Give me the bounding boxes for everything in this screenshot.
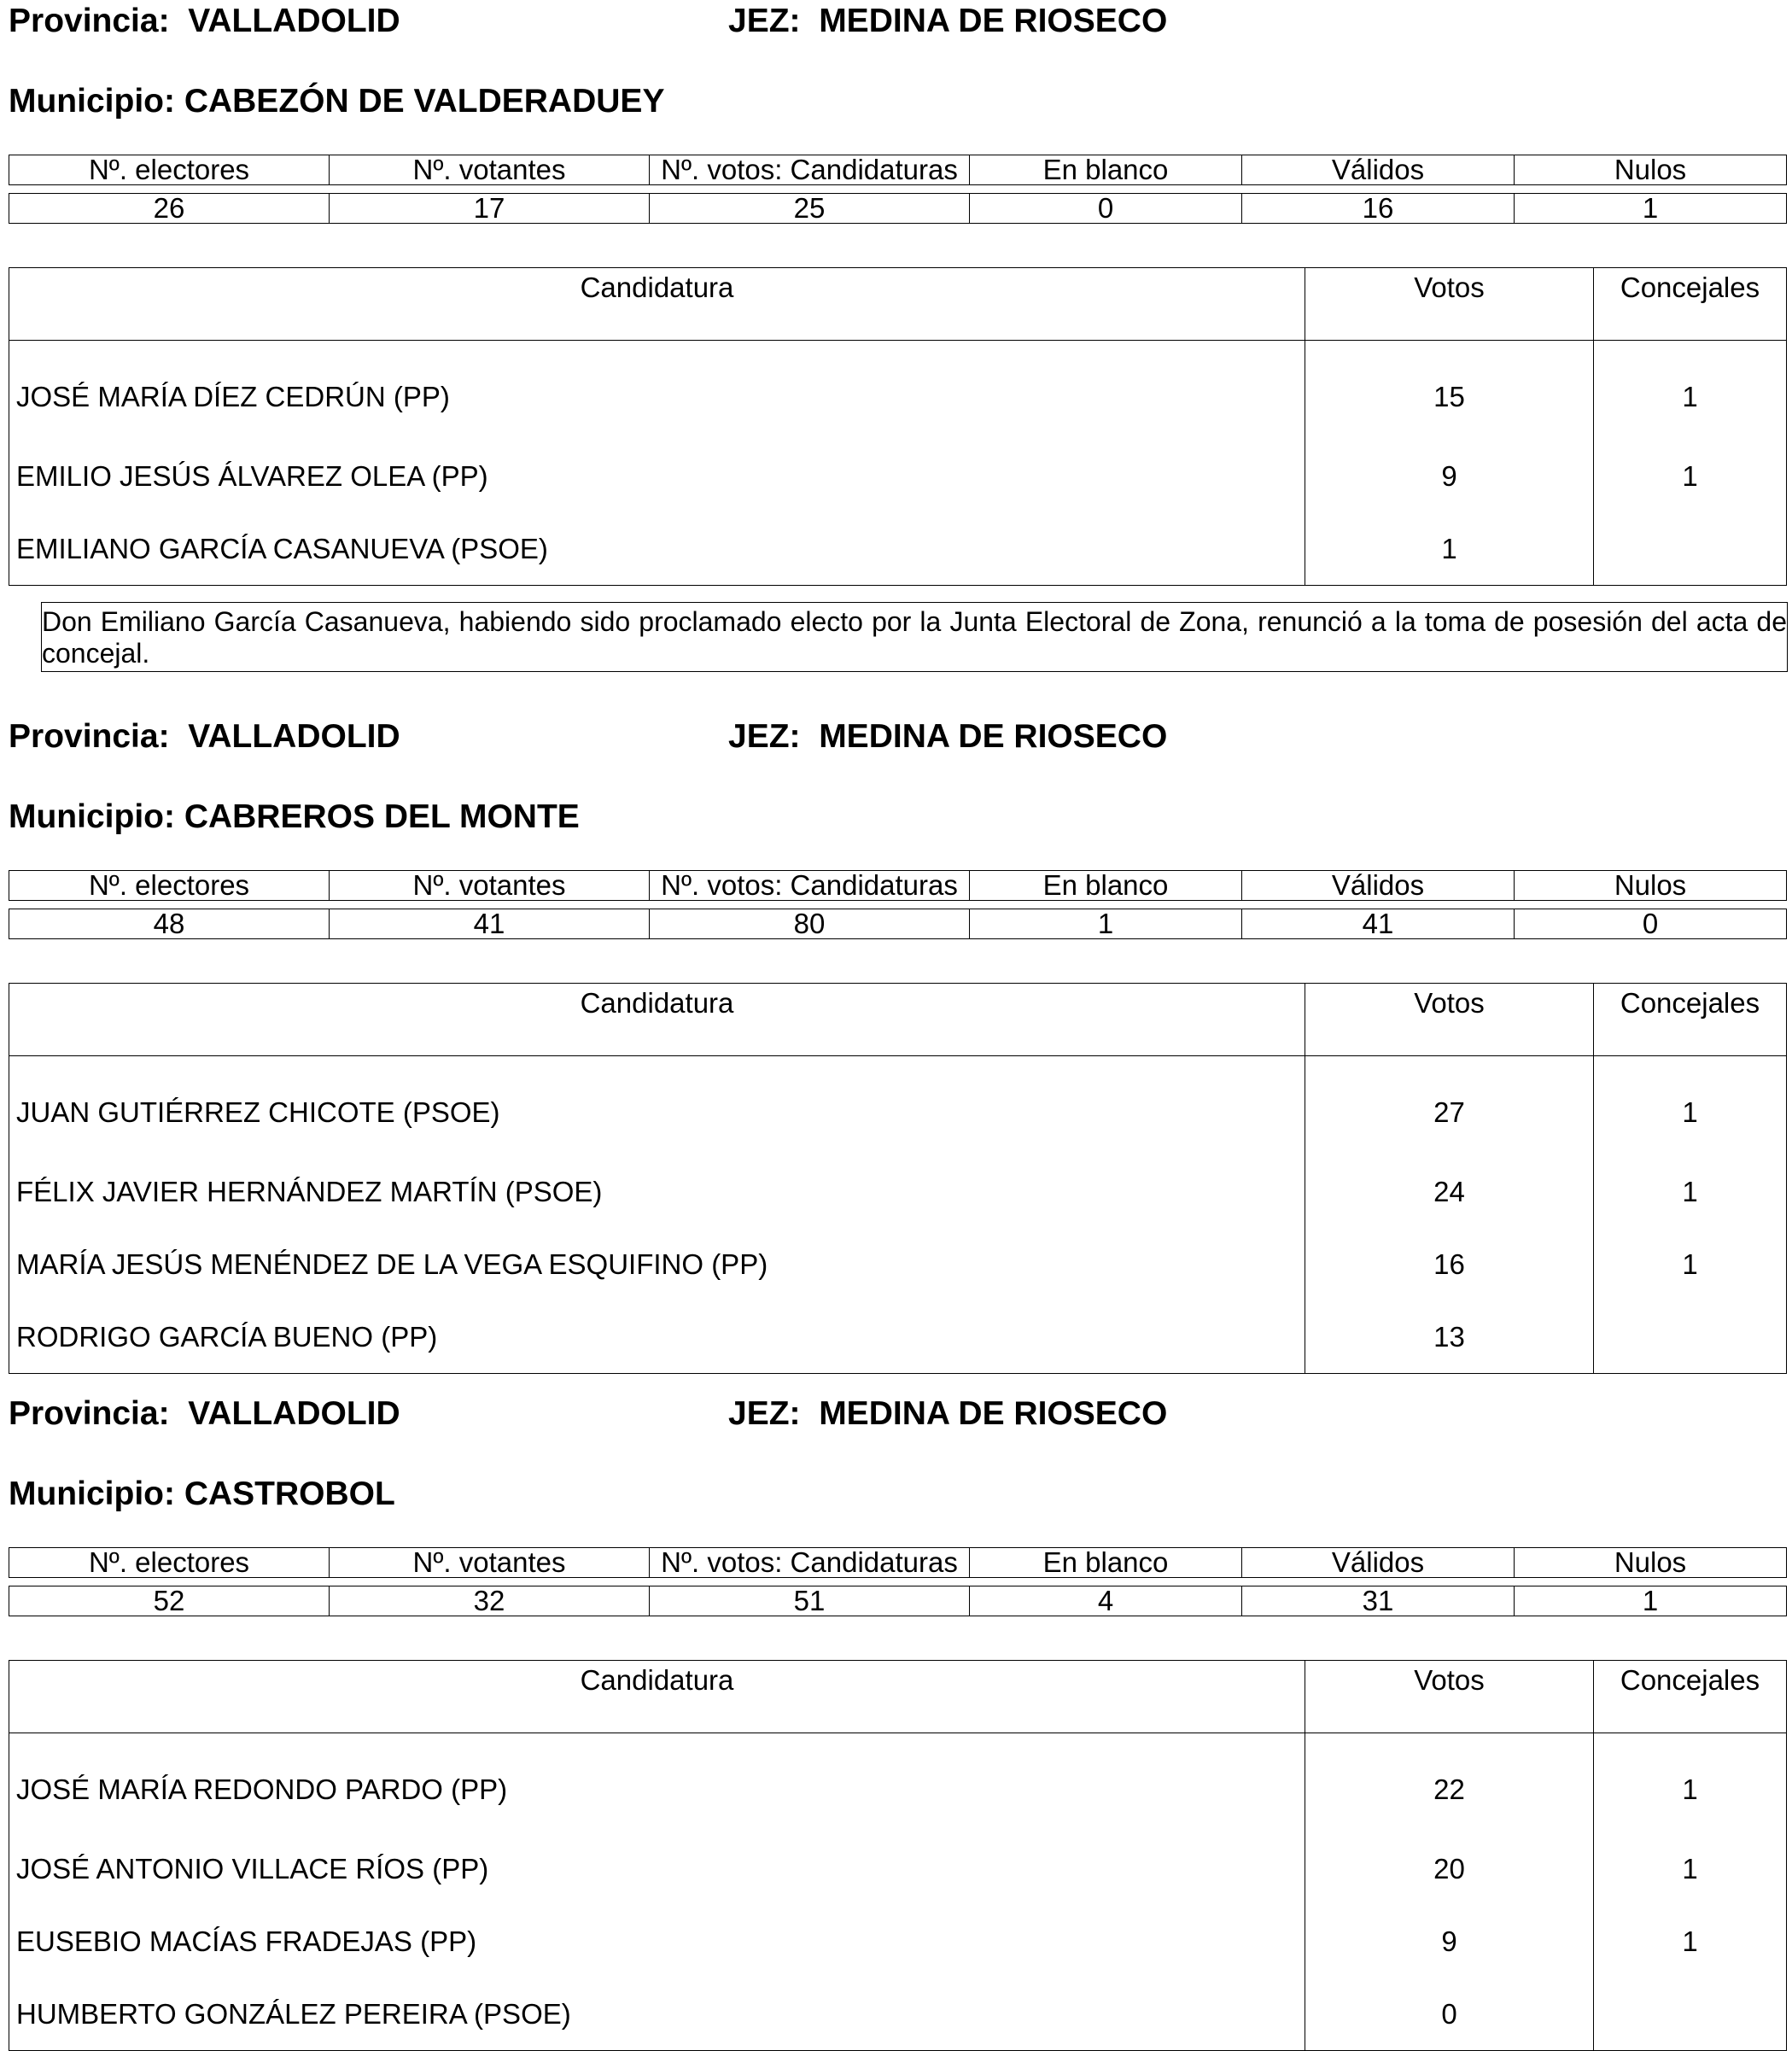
candidate-row [9,1978,1787,2051]
candidate-votos: 9 [1305,1905,1594,1978]
header-nulos: Nulos [1515,155,1787,185]
header-votantes: Nº. votantes [330,1548,650,1578]
candidates-header-row [9,268,1787,341]
header-nulos: Nulos [1515,1548,1787,1578]
stats-table [9,155,1787,185]
municipio-heading [9,798,580,837]
candidate-concejales: 1 [1594,1228,1787,1300]
stats-table [9,1547,1787,1578]
provincia-heading [9,2,400,41]
candidate-votos: 0 [1305,1978,1594,2051]
stats-value-row [9,909,1787,939]
value-electores: 26 [9,194,330,224]
value-electores: 48 [9,909,330,939]
header-votantes: Nº. votantes [330,871,650,901]
jez-value: MEDINA DE RIOSECO [819,1395,1168,1432]
jez-heading [728,717,1167,757]
jez-label: JEZ: [728,1395,801,1432]
value-validos: 31 [1242,1586,1515,1616]
stats-values-table [9,1586,1787,1616]
header-electores: Nº. electores [9,1548,330,1578]
value-en-blanco: 4 [970,1586,1242,1616]
value-votos-candidaturas: 80 [650,909,970,939]
municipio-value: CASTROBOL [184,1475,395,1512]
value-nulos: 1 [1515,1586,1787,1616]
renuncia-note: Don Emiliano García Casanueva, habiendo sido proclamado electo por la Junta Electoral de Zona, renunció a la toma de posesión del acta de concejal. [41,602,1788,672]
provincia-value: VALLADOLID [188,1395,400,1432]
candidate-name: JOSÉ MARÍA DÍEZ CEDRÚN (PP) [9,341,1305,441]
candidate-row [9,1155,1787,1228]
candidate-votos: 24 [1305,1155,1594,1228]
candidate-votos: 13 [1305,1300,1594,1374]
candidates-table [9,983,1787,1374]
provincia-value: VALLADOLID [188,3,400,39]
header-concejales: Concejales [1594,268,1787,341]
header-votos: Votos [1305,268,1594,341]
stats-header-row [9,1548,1787,1578]
candidate-concejales: 1 [1594,1056,1787,1156]
jez-heading [728,2,1167,41]
header-concejales: Concejales [1594,1661,1787,1733]
candidate-row [9,1228,1787,1300]
header-validos: Válidos [1242,871,1515,901]
header-votos-candidaturas: Nº. votos: Candidaturas [650,1548,970,1578]
header-votos: Votos [1305,1661,1594,1733]
header-electores: Nº. electores [9,871,330,901]
value-votantes: 32 [330,1586,650,1616]
candidate-name: RODRIGO GARCÍA BUENO (PP) [9,1300,1305,1374]
candidate-name: MARÍA JESÚS MENÉNDEZ DE LA VEGA ESQUIFINO (PP) [9,1228,1305,1300]
municipio-label: Municipio: [9,798,175,835]
header-validos: Válidos [1242,1548,1515,1578]
header-validos: Válidos [1242,155,1515,185]
header-candidatura: Candidatura [9,268,1305,341]
stats-values-table [9,193,1787,224]
municipio-label: Municipio: [9,1475,175,1512]
candidates-table [9,1660,1787,2051]
candidate-row [9,1300,1787,1374]
value-votantes: 41 [330,909,650,939]
provincia-value: VALLADOLID [188,718,400,755]
candidate-row [9,512,1787,586]
candidate-concejales [1594,1300,1787,1374]
candidate-name: FÉLIX JAVIER HERNÁNDEZ MARTÍN (PSOE) [9,1155,1305,1228]
candidate-concejales: 1 [1594,1832,1787,1905]
candidate-name: EUSEBIO MACÍAS FRADEJAS (PP) [9,1905,1305,1978]
candidate-votos: 22 [1305,1733,1594,1833]
value-votos-candidaturas: 25 [650,194,970,224]
candidate-name: EMILIO JESÚS ÁLVAREZ OLEA (PP) [9,440,1305,512]
candidate-concejales: 1 [1594,440,1787,512]
candidate-votos: 9 [1305,440,1594,512]
stats-header-row [9,155,1787,185]
header-concejales: Concejales [1594,984,1787,1056]
jez-value: MEDINA DE RIOSECO [819,718,1168,755]
candidates-table [9,267,1787,586]
jez-label: JEZ: [728,718,801,755]
candidate-name: JOSÉ ANTONIO VILLACE RÍOS (PP) [9,1832,1305,1905]
value-nulos: 0 [1515,909,1787,939]
candidate-name: HUMBERTO GONZÁLEZ PEREIRA (PSOE) [9,1978,1305,2051]
candidate-concejales: 1 [1594,341,1787,441]
header-votos: Votos [1305,984,1594,1056]
candidate-row [9,1733,1787,1833]
header-votos-candidaturas: Nº. votos: Candidaturas [650,871,970,901]
header-votos-candidaturas: Nº. votos: Candidaturas [650,155,970,185]
jez-value: MEDINA DE RIOSECO [819,3,1168,39]
value-validos: 16 [1242,194,1515,224]
provincia-heading [9,1394,400,1434]
candidate-votos: 16 [1305,1228,1594,1300]
candidate-concejales [1594,1978,1787,2051]
candidate-row [9,341,1787,441]
header-en-blanco: En blanco [970,155,1242,185]
header-en-blanco: En blanco [970,871,1242,901]
header-electores: Nº. electores [9,155,330,185]
stats-table [9,870,1787,901]
value-votos-candidaturas: 51 [650,1586,970,1616]
candidate-concejales: 1 [1594,1905,1787,1978]
jez-heading [728,1394,1167,1434]
candidate-name: JOSÉ MARÍA REDONDO PARDO (PP) [9,1733,1305,1833]
value-votantes: 17 [330,194,650,224]
provincia-label: Provincia: [9,3,170,39]
candidate-row [9,1905,1787,1978]
municipio-heading [9,1475,395,1514]
municipio-label: Municipio: [9,83,175,120]
stats-value-row [9,1586,1787,1616]
candidate-row [9,1056,1787,1156]
value-en-blanco: 1 [970,909,1242,939]
value-en-blanco: 0 [970,194,1242,224]
value-nulos: 1 [1515,194,1787,224]
candidate-name: EMILIANO GARCÍA CASANUEVA (PSOE) [9,512,1305,586]
stats-header-row [9,871,1787,901]
candidate-votos: 27 [1305,1056,1594,1156]
candidate-votos: 20 [1305,1832,1594,1905]
candidate-name: JUAN GUTIÉRREZ CHICOTE (PSOE) [9,1056,1305,1156]
candidate-concejales: 1 [1594,1155,1787,1228]
value-validos: 41 [1242,909,1515,939]
provincia-label: Provincia: [9,718,170,755]
candidates-header-row [9,984,1787,1056]
value-electores: 52 [9,1586,330,1616]
provincia-heading [9,717,400,757]
header-votantes: Nº. votantes [330,155,650,185]
candidate-row [9,440,1787,512]
candidate-concejales: 1 [1594,1733,1787,1833]
header-nulos: Nulos [1515,871,1787,901]
header-en-blanco: En blanco [970,1548,1242,1578]
municipio-value: CABEZÓN DE VALDERADUEY [184,83,665,120]
municipio-value: CABREROS DEL MONTE [184,798,580,835]
candidate-votos: 1 [1305,512,1594,586]
candidate-concejales [1594,512,1787,586]
provincia-label: Provincia: [9,1395,170,1432]
stats-value-row [9,194,1787,224]
jez-label: JEZ: [728,3,801,39]
stats-values-table [9,909,1787,939]
municipio-heading [9,82,664,121]
candidates-header-row [9,1661,1787,1733]
header-candidatura: Candidatura [9,1661,1305,1733]
candidate-row [9,1832,1787,1905]
candidate-votos: 15 [1305,341,1594,441]
header-candidatura: Candidatura [9,984,1305,1056]
